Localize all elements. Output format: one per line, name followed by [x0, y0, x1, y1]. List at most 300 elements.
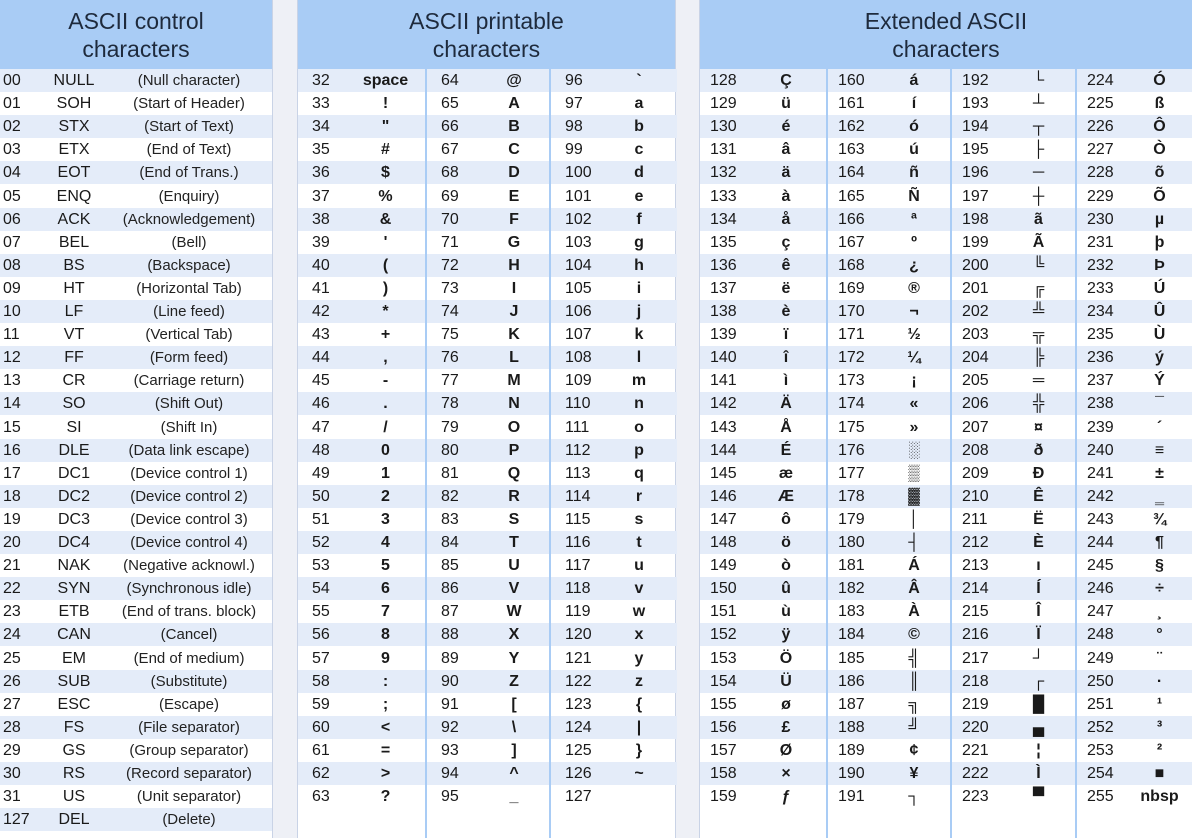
decimal-code: 82 [441, 487, 459, 505]
character-glyph: À [908, 603, 920, 621]
table-row [0, 647, 272, 670]
character-glyph: T [509, 534, 519, 551]
table-row [700, 277, 826, 300]
decimal-code: 239 [1087, 418, 1114, 436]
control-characters-panel [0, 0, 272, 838]
table-row [828, 92, 952, 115]
decimal-code: 106 [565, 303, 592, 320]
character-glyph: º [911, 233, 917, 251]
character-glyph: ³ [1156, 718, 1163, 736]
character-glyph: é [781, 118, 791, 136]
character-glyph: ñ [909, 164, 919, 182]
character-glyph: Ð [1032, 464, 1045, 482]
character-glyph: 8 [381, 626, 390, 644]
table-row [1077, 231, 1192, 254]
decimal-code: 115 [565, 510, 591, 528]
decimal-code: 180 [838, 534, 865, 551]
decimal-code: 15 [3, 418, 21, 436]
character-glyph: 5 [381, 557, 390, 575]
character-glyph: ¸ [1156, 603, 1163, 621]
character-glyph: · [1156, 672, 1163, 690]
decimal-code: 95 [441, 788, 459, 806]
decimal-code: 151 [710, 603, 737, 621]
decimal-code: 225 [1087, 95, 1114, 113]
character-glyph: < [380, 718, 391, 736]
table-row [298, 416, 425, 439]
decimal-code: 41 [312, 279, 330, 297]
decimal-code: 193 [962, 95, 989, 113]
table-row [298, 208, 425, 231]
printable-characters-panel [298, 0, 675, 838]
character-glyph: ¹ [1156, 695, 1163, 713]
character-glyph: nbsp [1140, 788, 1179, 806]
decimal-code: 231 [1087, 233, 1114, 251]
table-row [0, 92, 272, 115]
decimal-code: 30 [3, 765, 21, 782]
decimal-code: 143 [710, 418, 737, 436]
decimal-code: 31 [3, 788, 21, 806]
decimal-code: 14 [3, 395, 21, 413]
table-row [551, 323, 677, 346]
decimal-code: 206 [962, 395, 989, 413]
table-row [1077, 416, 1192, 439]
table-row [828, 554, 952, 577]
table-row [427, 208, 551, 231]
character-glyph: ã [1034, 210, 1043, 228]
decimal-code: 150 [710, 580, 737, 598]
table-row [427, 508, 551, 531]
decimal-code: 47 [312, 418, 330, 436]
decimal-code: 164 [838, 164, 865, 182]
table-row [298, 670, 425, 693]
table-row [298, 300, 425, 323]
table-row [0, 138, 272, 161]
table-row [828, 600, 952, 623]
table-row [551, 485, 677, 508]
decimal-code: 142 [710, 395, 737, 413]
table-row [551, 208, 677, 231]
character-glyph: » [909, 418, 919, 436]
table-row [0, 693, 272, 716]
character-glyph: { [635, 695, 643, 713]
character-glyph: Ã [1032, 233, 1045, 251]
table-row [427, 623, 551, 646]
control-description: (Backspace) [147, 256, 231, 274]
table-row [700, 485, 826, 508]
table-row [551, 577, 677, 600]
decimal-code: 185 [838, 649, 865, 667]
control-abbreviation: DC4 [57, 534, 90, 551]
character-glyph: ¬ [909, 303, 919, 320]
decimal-code: 53 [312, 557, 330, 575]
control-description: (Record separator) [126, 765, 252, 782]
character-glyph: g [634, 233, 644, 251]
character-glyph: H [508, 256, 520, 274]
control-abbreviation: ACK [57, 210, 91, 228]
table-row [700, 254, 826, 277]
character-glyph: Â [908, 580, 920, 598]
table-row [427, 231, 551, 254]
table-row [952, 208, 1077, 231]
decimal-code: 178 [838, 487, 865, 505]
table-row [828, 623, 952, 646]
decimal-code: 74 [441, 303, 459, 320]
table-row [0, 69, 272, 92]
decimal-code: 210 [962, 487, 989, 505]
decimal-code: 73 [441, 279, 459, 297]
decimal-code: 102 [565, 210, 592, 228]
character-glyph: ╔ [1032, 279, 1045, 297]
table-row [828, 577, 952, 600]
decimal-code: 253 [1087, 741, 1114, 759]
printable-column-3 [549, 69, 677, 838]
character-glyph: ▀ [1032, 788, 1045, 806]
table-row [0, 716, 272, 739]
character-glyph: Ô [1153, 118, 1166, 136]
table-row [952, 508, 1077, 531]
character-glyph: Ñ [908, 187, 920, 205]
table-row [952, 531, 1077, 554]
character-glyph: Þ [1154, 256, 1165, 274]
table-row [700, 369, 826, 392]
character-glyph: ╬ [1032, 395, 1045, 413]
control-description: (Carriage return) [133, 372, 245, 390]
decimal-code: 154 [710, 672, 737, 690]
table-row [700, 600, 826, 623]
decimal-code: 230 [1087, 210, 1114, 228]
decimal-code: 87 [441, 603, 459, 621]
character-glyph: Y [508, 649, 520, 667]
character-glyph: u [634, 557, 644, 575]
table-row [0, 323, 272, 346]
character-glyph: y [634, 649, 644, 667]
control-abbreviation: ESC [57, 695, 91, 713]
decimal-code: 35 [312, 141, 330, 159]
table-row [551, 462, 677, 485]
decimal-code: 216 [962, 626, 989, 644]
control-abbreviation: HT [63, 279, 85, 297]
decimal-code: 92 [441, 718, 459, 736]
character-glyph: ² [1156, 741, 1163, 759]
table-row [298, 623, 425, 646]
decimal-code: 52 [312, 534, 330, 551]
decimal-code: 240 [1087, 441, 1114, 459]
decimal-code: 101 [565, 187, 592, 205]
control-description: (Horizontal Tab) [136, 279, 242, 297]
table-row [952, 92, 1077, 115]
table-row [828, 185, 952, 208]
table-row [0, 785, 272, 808]
control-abbreviation: ETB [58, 603, 90, 621]
character-glyph: ó [909, 118, 919, 136]
decimal-code: 113 [565, 464, 591, 482]
decimal-code: 127 [3, 811, 30, 829]
character-glyph: Z [509, 672, 519, 690]
table-row [298, 185, 425, 208]
character-glyph: ┌ [1032, 672, 1045, 690]
table-row [0, 208, 272, 231]
decimal-code: 223 [962, 788, 989, 806]
decimal-code: 162 [838, 118, 865, 136]
decimal-code: 135 [710, 233, 737, 251]
character-glyph: ú [909, 141, 919, 159]
character-glyph: ® [908, 279, 920, 297]
decimal-code: 16 [3, 441, 21, 459]
decimal-code: 01 [3, 95, 21, 113]
character-glyph: o [634, 418, 644, 436]
character-glyph: J [509, 303, 519, 320]
character-glyph: ! [382, 95, 389, 113]
extended-column-2 [826, 69, 952, 838]
control-description: (Escape) [158, 695, 220, 713]
character-glyph: ≡ [1154, 441, 1165, 459]
table-row [1077, 346, 1192, 369]
decimal-code: 132 [710, 164, 737, 182]
decimal-code: 38 [312, 210, 330, 228]
decimal-code: 243 [1087, 510, 1114, 528]
decimal-code: 118 [565, 580, 591, 598]
control-characters-title: ASCII control characters [0, 0, 272, 69]
control-description: (Delete) [162, 811, 216, 829]
table-row [952, 693, 1077, 716]
character-glyph [605, 785, 673, 808]
character-glyph: ¶ [1155, 534, 1164, 551]
table-row [700, 69, 826, 92]
table-row [828, 508, 952, 531]
decimal-code: 37 [312, 187, 330, 205]
table-row [427, 693, 551, 716]
table-row [551, 392, 677, 415]
table-row [952, 69, 1077, 92]
decimal-code: 169 [838, 279, 865, 297]
printable-column-2 [425, 69, 551, 838]
table-row [427, 762, 551, 785]
table-row [952, 577, 1077, 600]
table-row [1077, 762, 1192, 785]
decimal-code: 97 [565, 95, 583, 113]
table-row [298, 369, 425, 392]
table-row [427, 323, 551, 346]
decimal-code: 155 [710, 695, 737, 713]
character-glyph: @ [506, 72, 522, 89]
decimal-code: 58 [312, 672, 330, 690]
character-glyph: £ [781, 718, 791, 736]
extended-characters-title: Extended ASCII characters [700, 0, 1192, 69]
decimal-code: 127 [565, 788, 592, 806]
character-glyph: ¿ [909, 256, 919, 274]
character-glyph: ÷ [1155, 580, 1164, 598]
decimal-code: 228 [1087, 164, 1114, 182]
character-glyph: Ì [1036, 765, 1041, 782]
table-row [1077, 69, 1192, 92]
table-row [1077, 439, 1192, 462]
decimal-code: 149 [710, 557, 737, 575]
decimal-code: 57 [312, 649, 330, 667]
character-glyph: # [381, 141, 390, 159]
table-row [700, 762, 826, 785]
decimal-code: 136 [710, 256, 737, 274]
decimal-code: 199 [962, 233, 989, 251]
character-glyph: æ [778, 464, 794, 482]
decimal-code: 110 [565, 395, 591, 413]
character-glyph: § [1155, 557, 1164, 575]
decimal-code: 98 [565, 118, 583, 136]
table-row [952, 392, 1077, 415]
character-glyph: ÿ [781, 626, 791, 644]
character-glyph: « [909, 395, 919, 413]
table-row [828, 670, 952, 693]
table-row [1077, 369, 1192, 392]
decimal-code: 179 [838, 510, 865, 528]
character-glyph: 1 [381, 464, 390, 482]
control-abbreviation: CAN [57, 626, 91, 644]
table-row [952, 231, 1077, 254]
table-row [1077, 208, 1192, 231]
table-row [828, 346, 952, 369]
character-glyph: z [635, 672, 643, 690]
character-glyph: ( [382, 256, 389, 274]
table-row [551, 277, 677, 300]
decimal-code: 00 [3, 72, 21, 89]
character-glyph: ▄ [1032, 718, 1045, 736]
character-glyph: ¼ [907, 349, 921, 367]
table-row [1077, 508, 1192, 531]
decimal-code: 227 [1087, 141, 1114, 159]
decimal-code: 172 [838, 349, 865, 367]
table-row [298, 92, 425, 115]
character-glyph: & [379, 210, 392, 228]
decimal-code: 69 [441, 187, 459, 205]
control-description: (Negative acknowl.) [123, 557, 255, 575]
character-glyph: ╠ [1032, 349, 1045, 367]
decimal-code: 244 [1087, 534, 1114, 551]
control-abbreviation: BEL [58, 233, 90, 251]
decimal-code: 217 [962, 649, 989, 667]
table-row [298, 762, 425, 785]
decimal-code: 248 [1087, 626, 1114, 644]
decimal-code: 186 [838, 672, 865, 690]
decimal-code: 201 [962, 279, 989, 297]
table-row [952, 716, 1077, 739]
decimal-code: 165 [838, 187, 865, 205]
decimal-code: 148 [710, 534, 737, 551]
decimal-code: 54 [312, 580, 330, 598]
decimal-code: 18 [3, 487, 21, 505]
printable-characters-title: ASCII printable characters [298, 0, 675, 69]
decimal-code: 33 [312, 95, 330, 113]
character-glyph: M [507, 372, 521, 390]
table-row [298, 739, 425, 762]
control-abbreviation: LF [64, 303, 84, 320]
decimal-code: 246 [1087, 580, 1114, 598]
decimal-code: 79 [441, 418, 459, 436]
decimal-code: 188 [838, 718, 865, 736]
table-row [298, 716, 425, 739]
character-glyph: - [382, 372, 389, 390]
character-glyph: Ö [779, 649, 793, 667]
control-description: (Data link escape) [128, 441, 250, 459]
decimal-code: 114 [565, 487, 591, 505]
decimal-code: 128 [710, 72, 737, 89]
decimal-code: 174 [838, 395, 865, 413]
character-glyph: c [634, 141, 644, 159]
decimal-code: 218 [962, 672, 989, 690]
decimal-code: 208 [962, 441, 989, 459]
table-row [700, 323, 826, 346]
character-glyph: \ [511, 718, 517, 736]
table-row [427, 739, 551, 762]
table-row [952, 462, 1077, 485]
character-glyph: ] [511, 741, 517, 759]
control-abbreviation: SYN [57, 580, 91, 598]
character-glyph: ├ [1032, 141, 1045, 159]
character-glyph: n [634, 395, 644, 413]
character-glyph: f [636, 210, 642, 228]
table-row [952, 185, 1077, 208]
character-glyph: ╣ [908, 649, 920, 667]
character-glyph: , [383, 349, 388, 367]
character-glyph: C [508, 141, 520, 159]
control-description: (Line feed) [153, 303, 225, 320]
table-row [1077, 623, 1192, 646]
table-row [700, 138, 826, 161]
character-glyph: Ë [1033, 510, 1044, 528]
decimal-code: 184 [838, 626, 865, 644]
table-row [427, 300, 551, 323]
control-abbreviation: DEL [58, 811, 90, 829]
character-glyph: R [508, 487, 520, 505]
table-row [427, 392, 551, 415]
table-row [828, 161, 952, 184]
decimal-code: 23 [3, 603, 21, 621]
decimal-code: 234 [1087, 303, 1114, 320]
decimal-code: 241 [1087, 464, 1114, 482]
character-glyph: 2 [381, 487, 390, 505]
control-description: (File separator) [138, 718, 240, 736]
character-glyph: ê [781, 256, 791, 274]
decimal-code: 83 [441, 510, 459, 528]
table-row [0, 808, 272, 831]
decimal-code: 194 [962, 118, 989, 136]
character-glyph: ù [781, 603, 791, 621]
character-glyph: L [509, 349, 519, 367]
character-glyph: ß [1154, 95, 1165, 113]
table-row [0, 392, 272, 415]
character-glyph: ¥ [909, 765, 919, 782]
decimal-code: 232 [1087, 256, 1114, 274]
character-glyph: ═ [1032, 372, 1045, 390]
table-row [551, 92, 677, 115]
decimal-code: 168 [838, 256, 865, 274]
decimal-code: 189 [838, 741, 865, 759]
character-glyph: ý [1155, 349, 1164, 367]
character-glyph: þ [1154, 233, 1165, 251]
character-glyph: B [508, 118, 520, 136]
character-glyph: l [636, 349, 642, 367]
control-description: (Synchronous idle) [126, 580, 252, 598]
decimal-code: 36 [312, 164, 330, 182]
character-glyph: î [783, 349, 789, 367]
character-glyph: ┐ [908, 788, 920, 806]
table-row [298, 392, 425, 415]
decimal-code: 233 [1087, 279, 1114, 297]
decimal-code: 141 [710, 372, 737, 390]
decimal-code: 65 [441, 95, 459, 113]
table-row [427, 416, 551, 439]
control-abbreviation: US [62, 788, 86, 806]
decimal-code: 85 [441, 557, 459, 575]
table-row [427, 115, 551, 138]
